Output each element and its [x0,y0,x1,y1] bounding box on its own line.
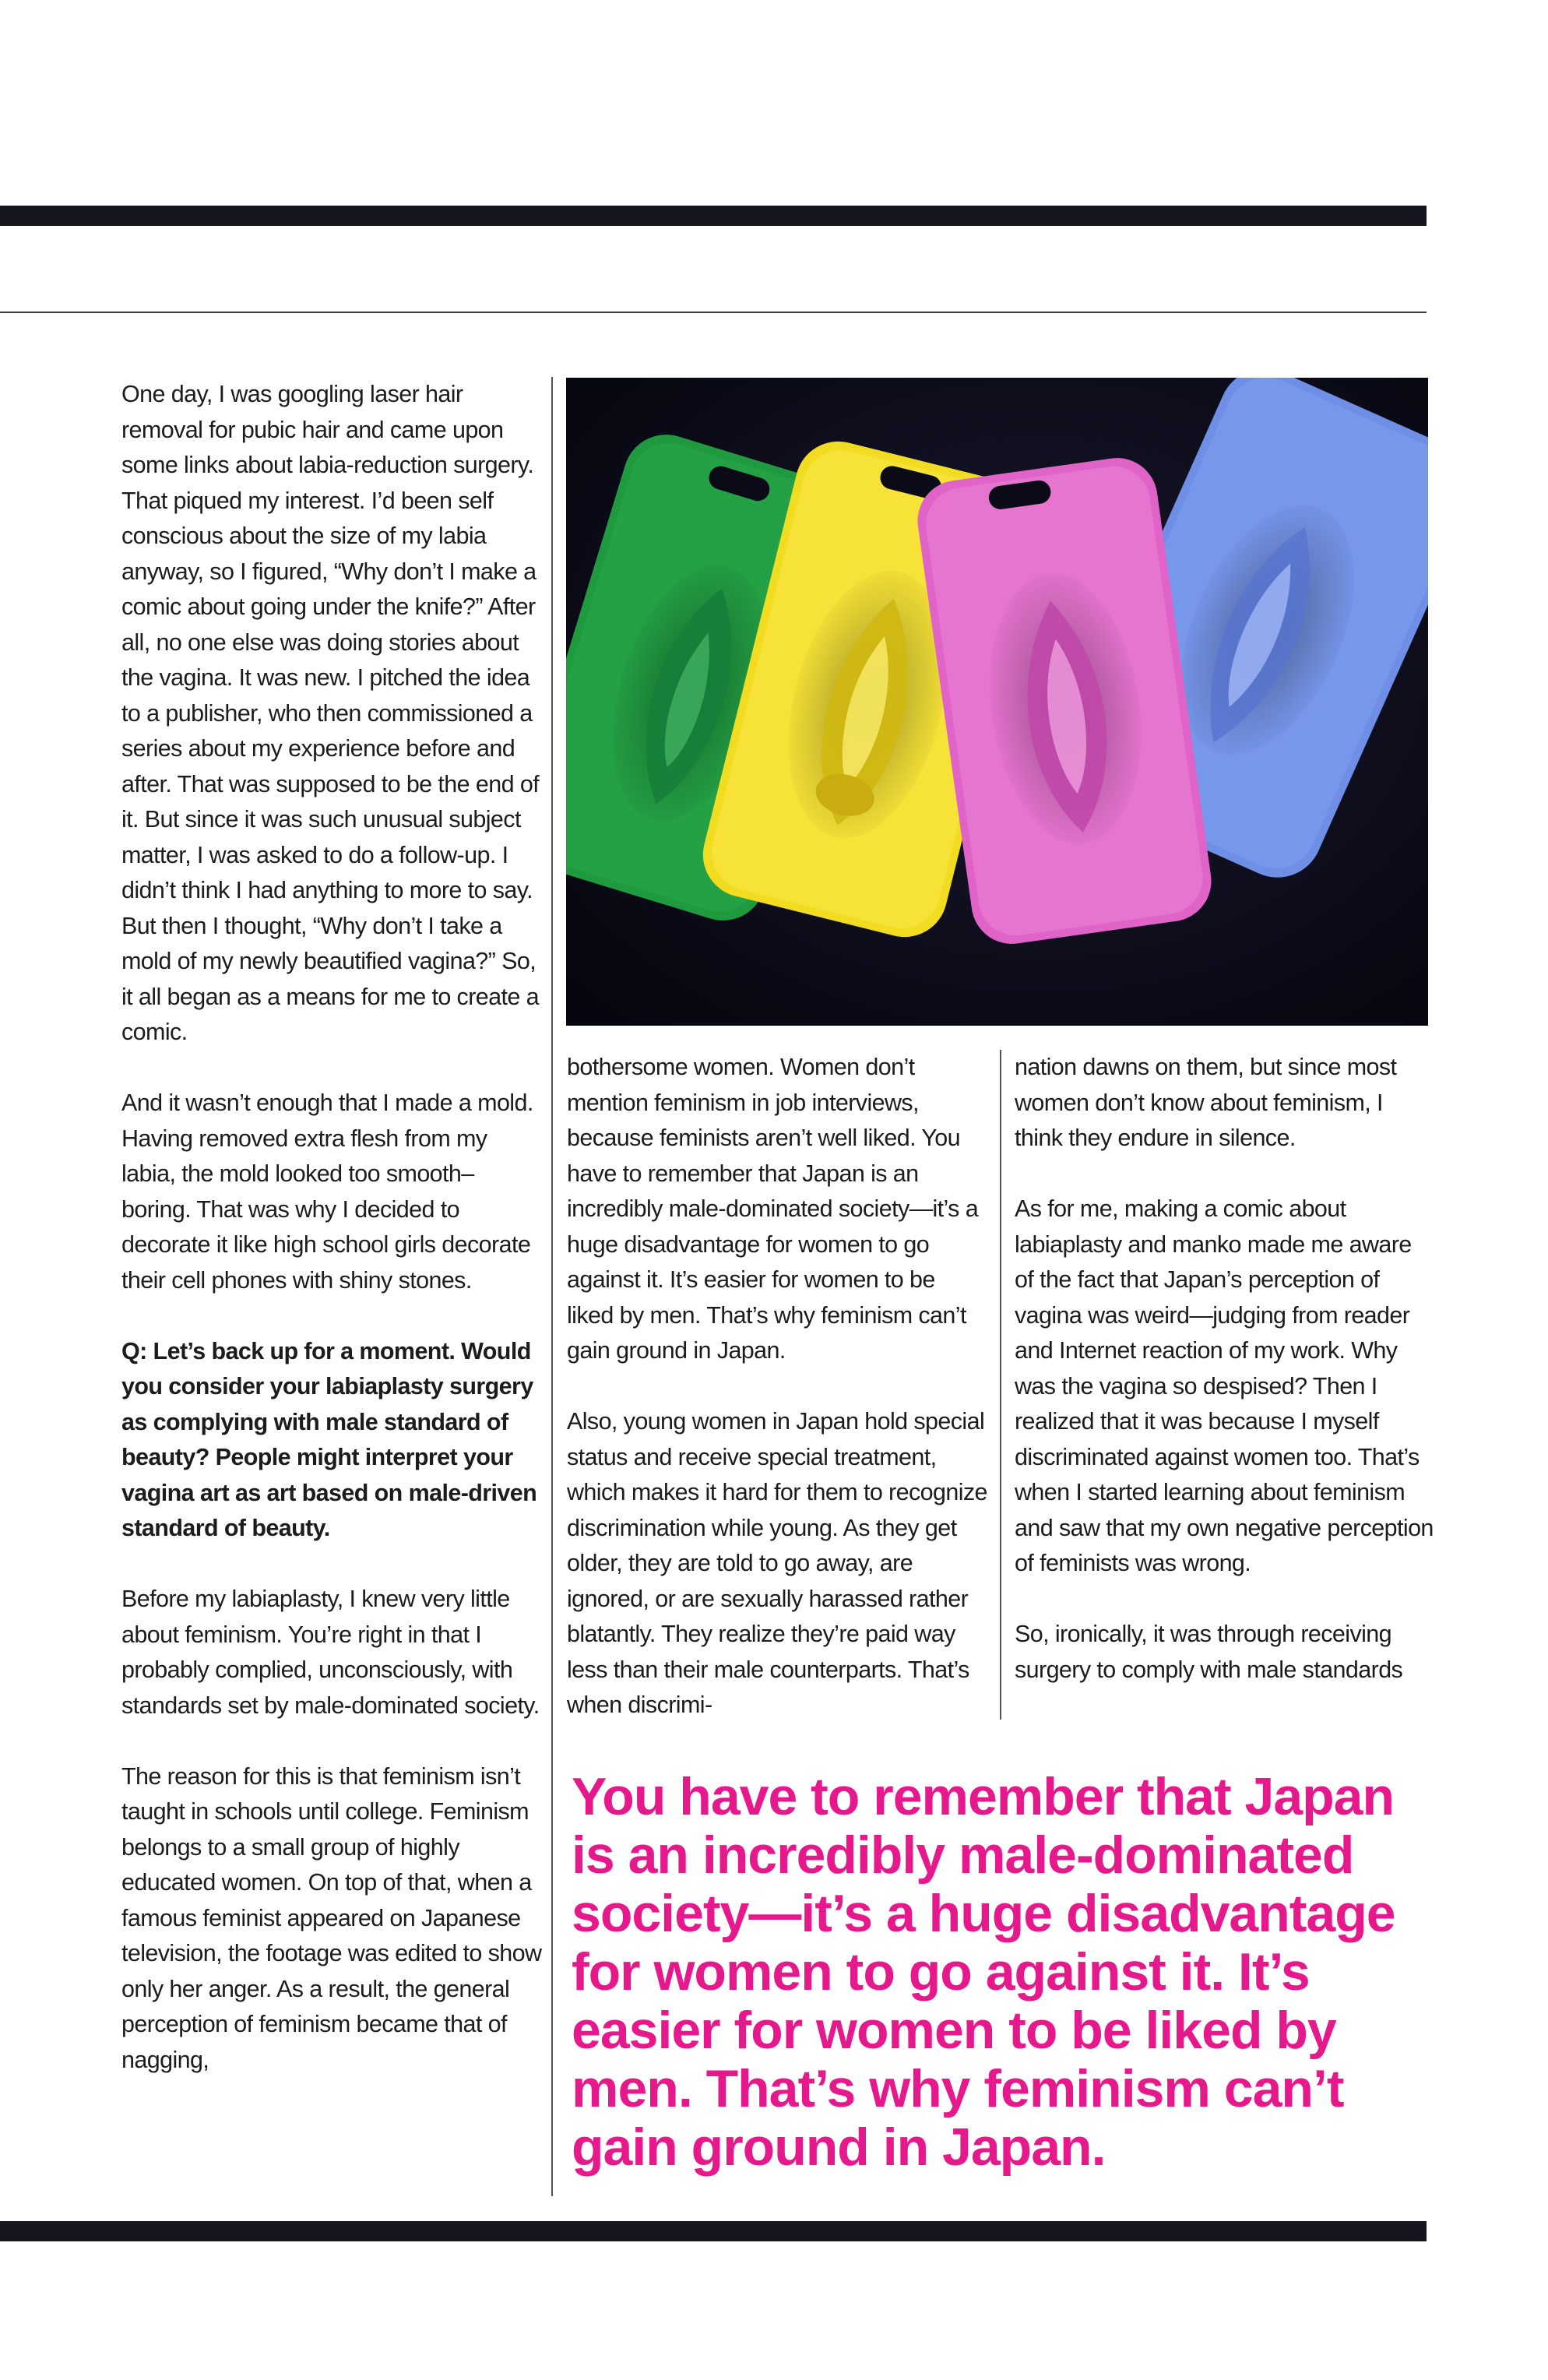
column-divider-2 [1000,1050,1001,1720]
article-column-3 [1015,1050,1435,1688]
paragraph: Also, young women in Japan hold special status and receive special treatment, which makes it hard for them to recognize discrimination while young. As they get older, they are told to go away, are ignored, or are sexually harassed rather blatantly. They realize they’re paid way less than their male counterparts. That’s when discrimi- [567,1408,987,1718]
top-bar [0,206,1427,226]
top-rule [0,312,1427,313]
paragraph: The reason for this is that feminism isn’t taught in schools until college. Feminism belongs to a small group of highly educated women. On top of that, when a famous feminist appeared on Japanese television, the footage was edited to show only her anger. As a result, the general perception of feminism became that of nagging, [121,1762,542,2073]
article-column-1 [121,377,542,2078]
paragraph: And it wasn’t enough that I made a mold. Having removed extra flesh from my labia, the mold looked too smooth–boring. That was why I decided to decorate it like high school girls decorate their cell phones with shiny stones. [121,1090,533,1294]
phone-cases-photo [566,378,1428,1026]
interview-question: Q: Let’s back up for a moment. Would you consider your labiaplasty surgery as complying with male standard of beauty? People might interpret your vagina art as art based on male-driven standard of beauty. [121,1337,537,1541]
bottom-bar [0,2221,1427,2241]
article-column-2 [567,1050,987,1723]
paragraph: bothersome women. Women don’t mention feminism in job interviews, because feminists aren’t well liked. You have to remember that Japan is an incredibly male-dominated society—it’s a huge disadvantage for women to go against it. It’s easier for women to be liked by men. That’s why feminism can’t gain ground in Japan. [567,1054,979,1364]
pull-quote: You have to remember that Japan is an incredibly male-dominated society—it’s a huge disadvantage for women to go against it. It’s easier for women to be liked by men. That’s why feminism can’t gain ground in Japan. [572,1767,1395,2177]
paragraph: One day, I was googling laser hair removal for pubic hair and came upon some links about labia-reduction surgery. That piqued my interest. I’d been self conscious about the size of my labia anyway, so I figured, “Why don’t I make a comic about going under the knife?” After all, no one else was doing stories about the vagina. It was new. I pitched the idea to a publisher, who then commissioned a series about my experience before and after. That was supposed to be the end of it. But since it was such unusual subject matter, I was asked to do a follow-up. I didn’t think I had anything to more to say. But then I thought, “Why don’t I take a mold of my newly beautified vagina?” So, it all began as a means for me to create a comic. [121,381,540,1045]
paragraph: nation dawns on them, but since most women don’t know about feminism, I think they endure in silence. [1015,1054,1397,1151]
paragraph: So, ironically, it was through receiving surgery to comply with male standards [1015,1621,1403,1683]
paragraph: Before my labiaplasty, I knew very little about feminism. You’re right in that I probably complied, unconsciously, with standards set by male-dominated society. [121,1586,540,1719]
column-divider-1 [551,377,553,2196]
paragraph: As for me, making a comic about labiaplasty and manko made me aware of the fact that Japan’s perception of vagina was weird—judging from reader and Internet reaction of my work. Why was the vagina so despised? Then I realized that it was because I myself discriminated against women too. That’s when I started learning about feminism and saw that my own negative perception of feminists was wrong. [1015,1195,1434,1576]
